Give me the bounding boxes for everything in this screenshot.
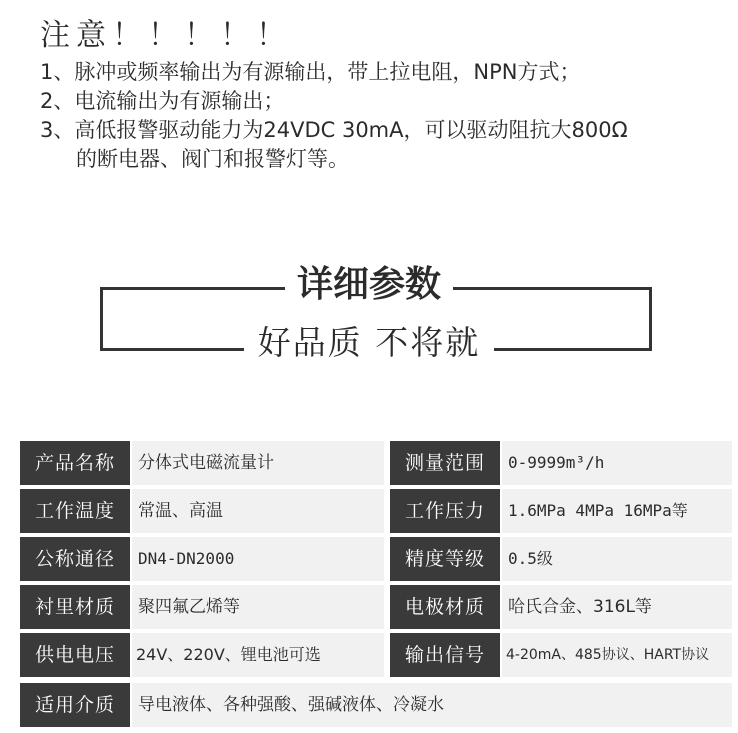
param-value: 24V、220V、锂电池可选	[132, 633, 384, 677]
param-value: 4-20mA、485协议、HART协议	[502, 633, 732, 677]
param-value: 导电液体、各种强酸、强碱液体、冷凝水	[132, 683, 732, 727]
param-value: 1.6MPa 4MPa 16MPa等	[502, 489, 732, 533]
notice-section	[40, 14, 730, 174]
param-label: 电极材质	[390, 585, 500, 629]
param-value: 0-9999m³/h	[502, 441, 732, 485]
param-label: 工作温度	[20, 489, 130, 533]
param-label: 输出信号	[390, 633, 500, 677]
heading-sub-text: 好品质 不将就	[244, 323, 495, 362]
param-label: 供电电压	[20, 633, 130, 677]
param-label: 精度等级	[390, 537, 500, 581]
param-value: 聚四氟乙烯等	[132, 585, 384, 629]
param-label: 工作压力	[390, 489, 500, 533]
notice-item-3-cont-text: 的断电器、阀门和报警灯等。	[76, 147, 349, 171]
notice-item-2: 2、电流输出为有源输出；	[40, 89, 285, 113]
heading-sub	[0, 320, 738, 366]
param-label: 产品名称	[20, 441, 130, 485]
param-label: 公称通径	[20, 537, 130, 581]
notice-item-3-continuation	[40, 145, 730, 174]
param-label: 适用介质	[20, 683, 130, 727]
param-row	[20, 683, 732, 727]
param-value: 0.5级	[502, 537, 732, 581]
notice-item-1: 1、脉冲或频率输出为有源输出，带上拉电阻，NPN方式；	[40, 60, 581, 84]
param-value: 常温、高温	[132, 489, 384, 533]
param-row	[20, 585, 732, 629]
param-row	[20, 441, 732, 485]
param-value: 哈氏合金、316L等	[502, 585, 732, 629]
notice-item-3: 3、高低报警驱动能力为24VDC 30mA，可以驱动阻抗大800Ω	[40, 118, 628, 142]
param-value: 分体式电磁流量计	[132, 441, 384, 485]
param-value: DN4-DN2000	[132, 537, 384, 581]
heading-main	[0, 262, 738, 308]
param-row	[20, 633, 732, 677]
param-label: 衬里材质	[20, 585, 130, 629]
param-row	[20, 537, 732, 581]
notice-title: 注意！！！！！	[40, 18, 292, 53]
param-row	[20, 489, 732, 533]
heading-main-text: 详细参数	[285, 264, 453, 305]
param-label: 测量范围	[390, 441, 500, 485]
